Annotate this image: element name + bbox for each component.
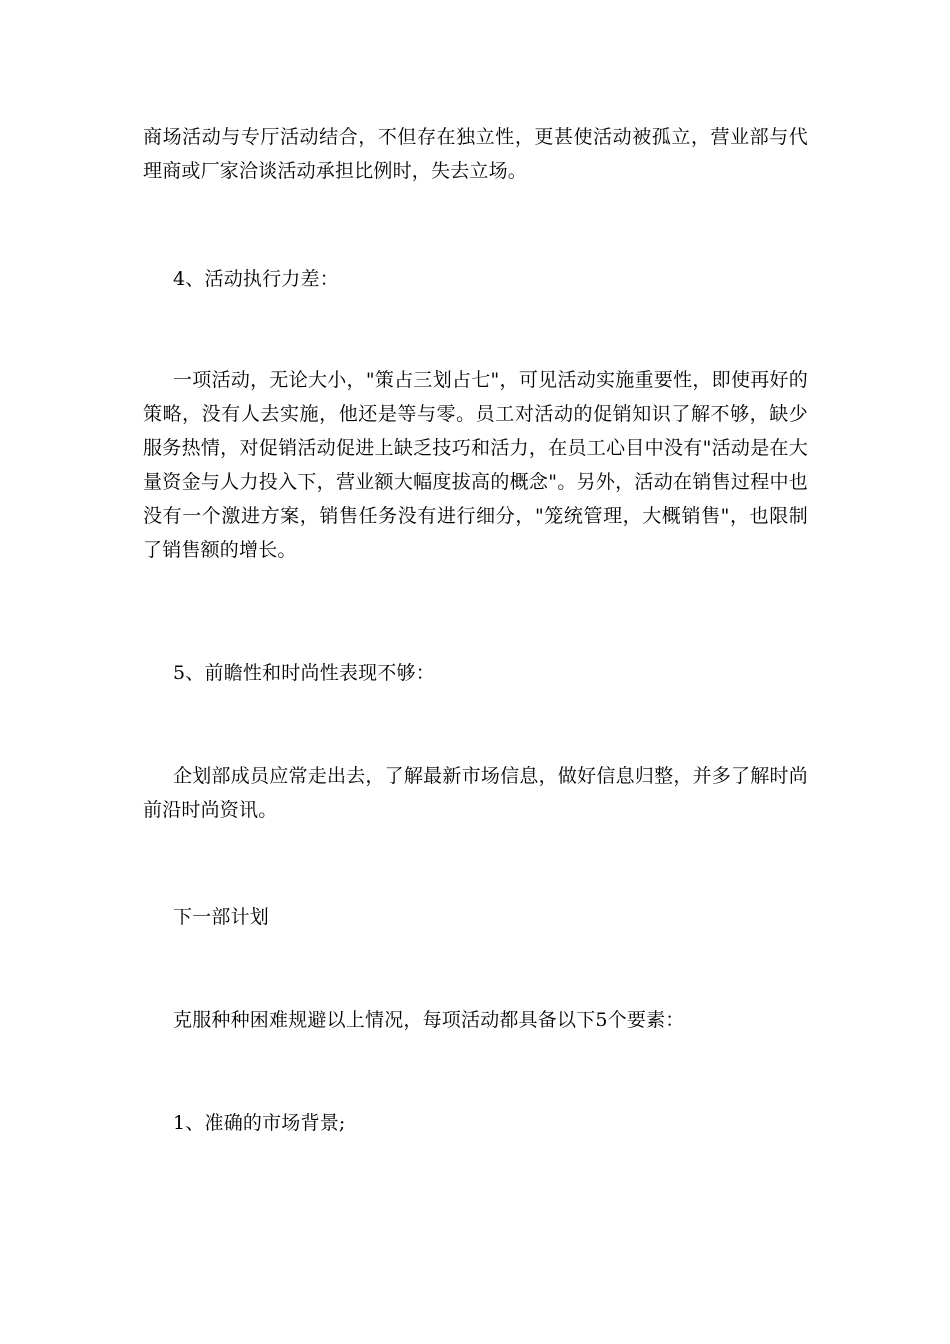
heading-foresight-fashion: 5、前瞻性和时尚性表现不够：: [173, 662, 435, 684]
heading-execution-weak: 4、活动执行力差：: [173, 268, 339, 290]
paragraph-planning-department: 企划部成员应常走出去，了解最新市场信息，做好信息归整，并多了解时尚前沿时尚资讯。: [143, 765, 808, 821]
paragraph-continuation: 商场活动与专厅活动结合，不但存在独立性，更甚使活动被孤立，营业部与代理商或厂家洽谈活动承担比例时，失去立场。: [143, 126, 808, 182]
list-item-market-background: 1、准确的市场背景;: [173, 1112, 346, 1134]
paragraph-execution-detail: 一项活动，无论大小，"策占三划占七"，可见活动实施重要性，即使再好的策略，没有人去实施，他还是等与零。员工对活动的促销知识了解不够，缺少服务热情，对促销活动促进上缺乏技巧和活力，在员工心目中没有"活动是在大量资金与人力投入下，营业额大幅度拔高的概念"。另外，活动在销售过程中也没有一个激进方案，销售任务没有进行细分，"笼统管理，大概销售"，也限制了销售额的增长。: [143, 369, 808, 561]
heading-next-plan: 下一部计划: [173, 906, 270, 928]
paragraph-five-elements: 克服种种困难规避以上情况，每项活动都具备以下5个要素：: [173, 1009, 685, 1031]
